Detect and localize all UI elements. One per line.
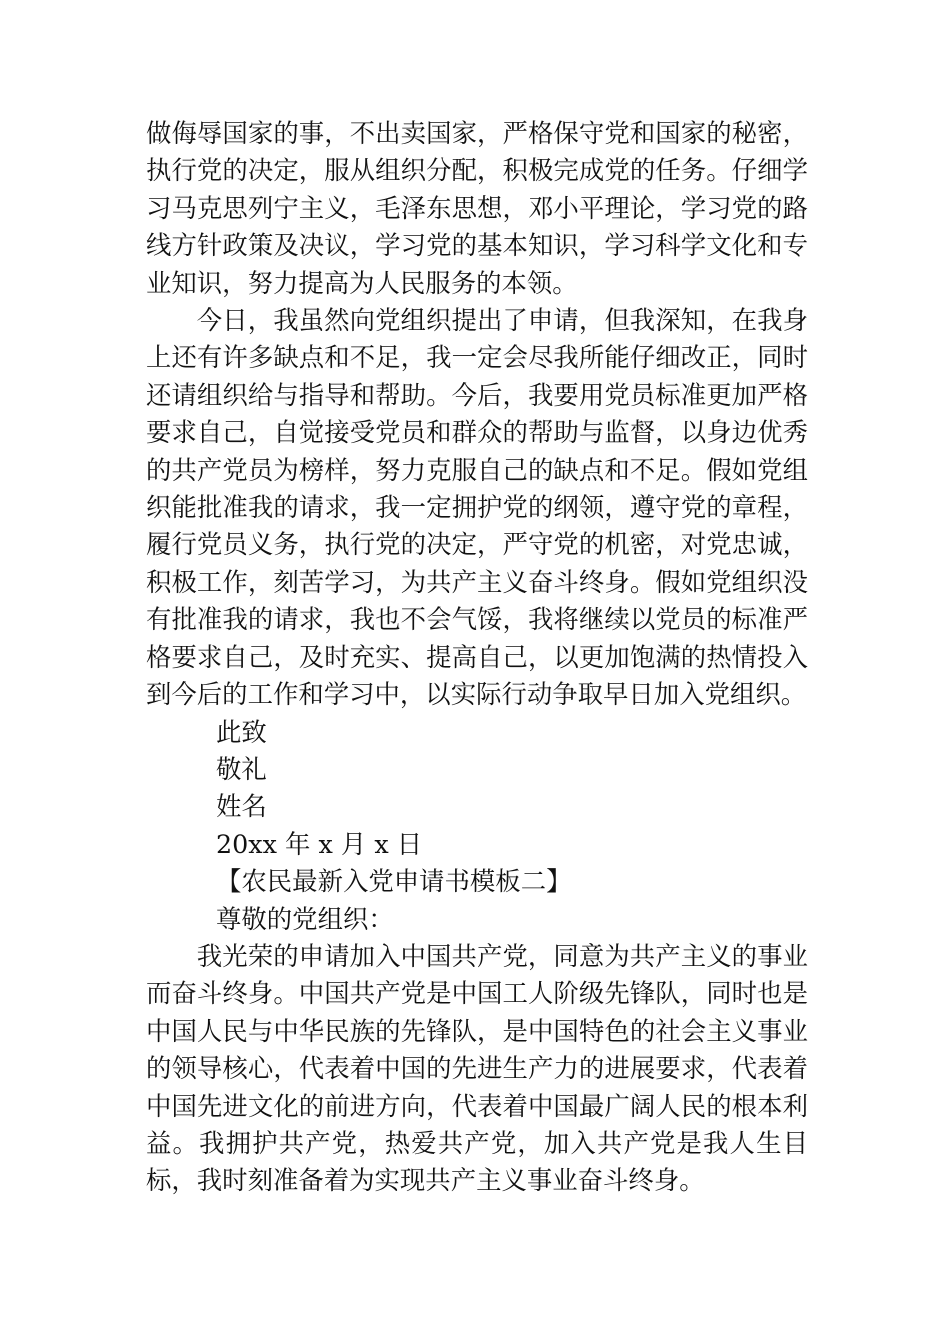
signature-name: 姓名 — [216, 791, 267, 822]
letter-date: 20xx 年 x 月 x 日 — [216, 828, 423, 859]
paragraph-today: 今日，我虽然向党组织提出了申请，但我深知，在我身上还有许多缺点和不足，我一定会尽我所能仔细改正，同时还请组织给与指导和帮助。今后，我要用党员标准更加严格要求自己，自觉接受党员和群众的帮助与监督，以身边优秀的共产党员为榜样，努力克服自己的缺点和不足。假如党组织能批准我的请求，我一定拥护党的纲领，遵守党的章程，履行党员义务，执行党的决定，严守党的机密，对党忠诚，积极工作，刻苦学习，为共产主义奋斗终身。假如党组织没有批准我的请求，我也不会气馁，我将继续以党员的标准严格要求自己，及时充实、提高自己，以更加饱满的热情投入到今后的工作和学习中，以实际行动争取早日加入党组织。 — [146, 305, 808, 710]
salutation: 尊敬的党组织： — [216, 903, 394, 934]
closing-cizhi: 此致 — [216, 716, 267, 747]
section-title: 【农民最新入党申请书模板二】 — [216, 866, 572, 897]
document-page — [146, 115, 808, 1200]
paragraph-template2: 我光荣的申请加入中国共产党，同意为共产主义的事业而奋斗终身。中国共产党是中国工人阶级先锋队，同时也是中国人民与中华民族的先锋队，是中国特色的社会主义事业的领导核心，代表着中国的先进生产力的进展要求，代表着中国先进文化的前进方向，代表着中国最广阔人民的根本利益。我拥护共产党，热爱共产党，加入共产党是我人生目标，我时刻准备着为实现共产主义事业奋斗终身。 — [146, 940, 808, 1196]
closing-jingli: 敬礼 — [216, 753, 267, 784]
paragraph-continued: 做侮辱国家的事，不出卖国家，严格保守党和国家的秘密，执行党的决定，服从组织分配，积极完成党的任务。仔细学习马克思列宁主义，毛泽东思想，邓小平理论，学习党的路线方针政策及决议，学习党的基本知识，学习科学文化和专业知识，努力提高为人民服务的本领。 — [146, 118, 808, 298]
